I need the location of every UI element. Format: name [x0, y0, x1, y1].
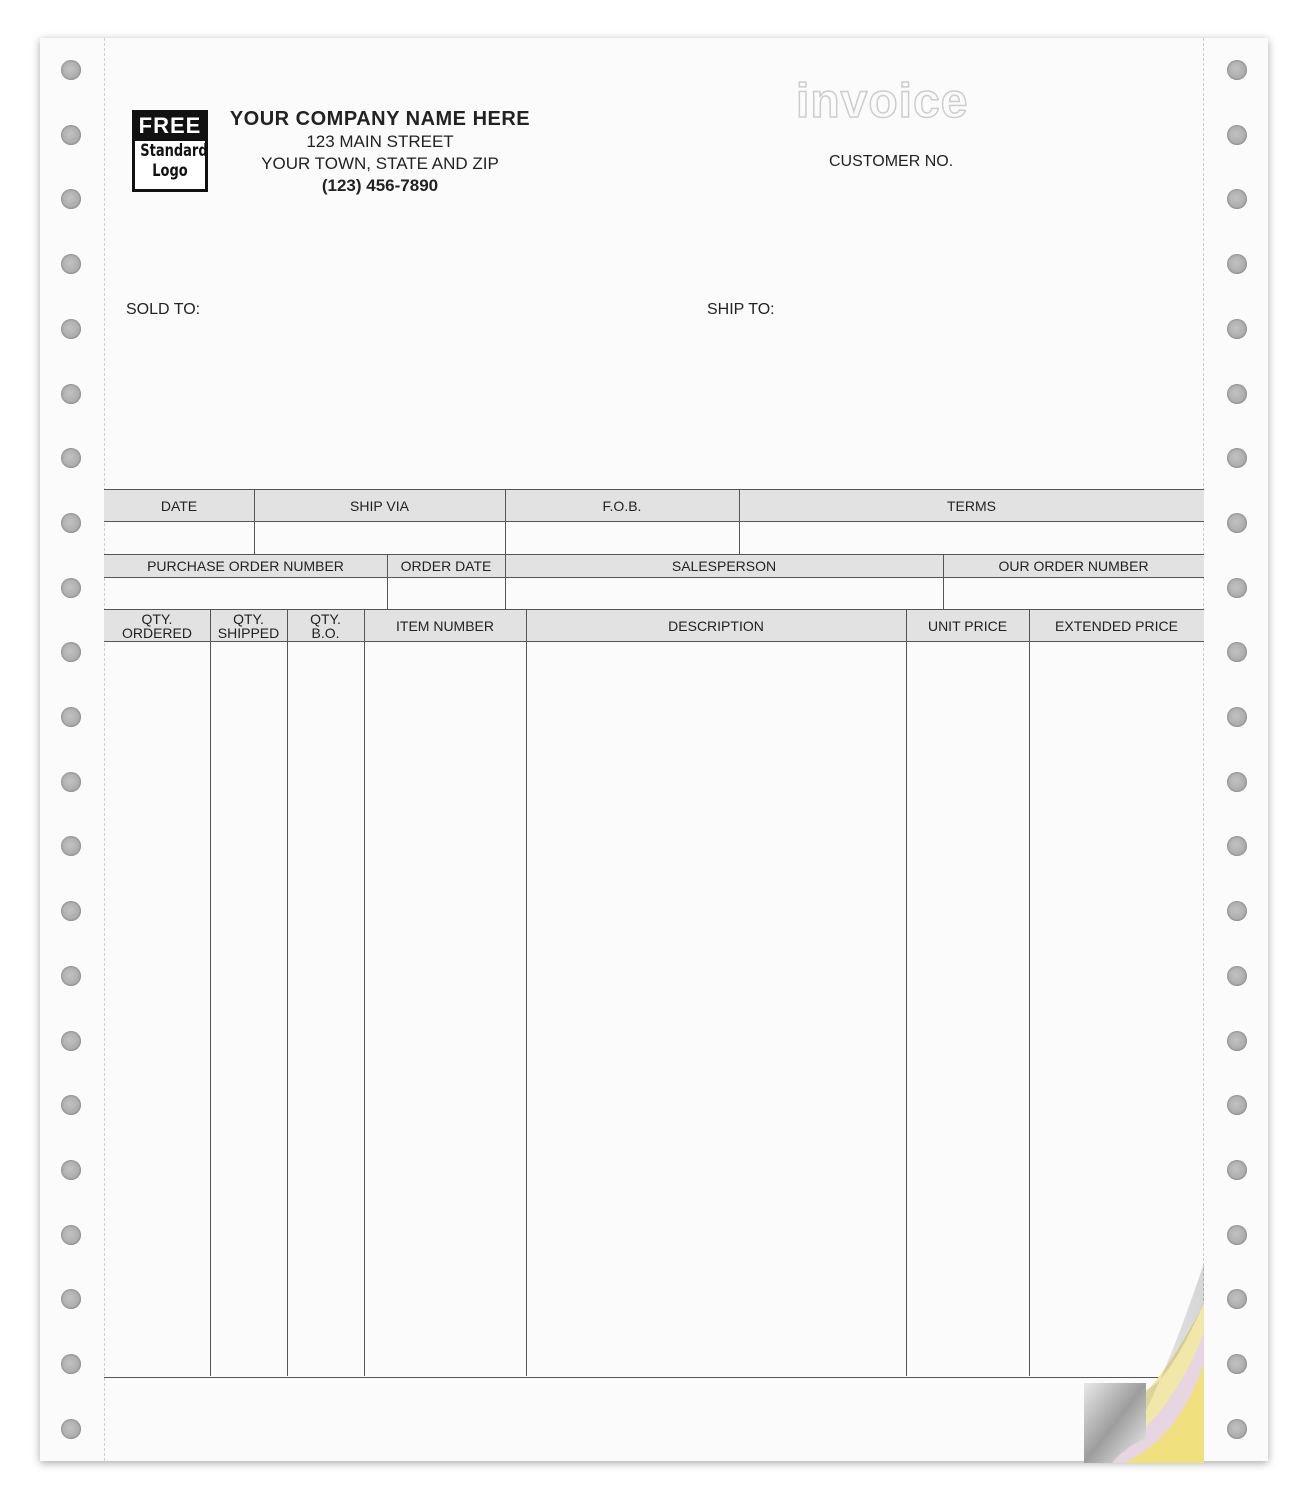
divider: [505, 554, 506, 610]
customer-no-label: CUSTOMER NO.: [829, 153, 954, 170]
tractor-hole: [1227, 1160, 1247, 1180]
ship-via-header: SHIP VIA: [350, 497, 409, 514]
tractor-hole: [1227, 966, 1247, 986]
qty-shipped-header: QTY. SHIPPED: [217, 610, 280, 641]
tractor-hole: [1227, 125, 1247, 145]
tractor-hole: [1227, 901, 1247, 921]
extended-price-header: EXTENDED PRICE: [1055, 617, 1178, 634]
tractor-hole: [1227, 707, 1247, 727]
right-tractor-strip: [1203, 38, 1268, 1461]
tractor-hole: [1227, 1225, 1247, 1245]
salesperson-header: SALESPERSON: [671, 558, 777, 574]
column-divider: [1029, 609, 1030, 1376]
column-divider: [287, 609, 288, 1376]
tractor-hole: [1227, 1419, 1247, 1439]
tractor-hole: [1227, 1031, 1247, 1051]
unit-price-header: UNIT PRICE: [927, 617, 1008, 634]
company-street: 123 MAIN STREET: [306, 132, 454, 151]
tractor-hole: [1227, 448, 1247, 468]
tractor-hole: [1227, 60, 1247, 80]
tractor-hole: [1227, 189, 1247, 209]
tractor-hole: [1227, 319, 1247, 339]
tractor-hole: [1227, 772, 1247, 792]
qty-bo-header: QTY. B.O.: [310, 610, 341, 641]
tractor-hole: [61, 642, 81, 662]
tractor-hole: [61, 448, 81, 468]
divider: [739, 489, 740, 554]
company-block: [220, 108, 540, 197]
tractor-hole: [61, 901, 81, 921]
tractor-hole: [61, 254, 81, 274]
order-date-header: ORDER DATE: [400, 558, 492, 574]
tractor-hole: [1227, 1289, 1247, 1309]
divider: [505, 489, 506, 554]
tractor-hole: [1227, 254, 1247, 274]
tractor-hole: [61, 125, 81, 145]
page-curl-copies: [1084, 1263, 1204, 1463]
tractor-hole: [1227, 1095, 1247, 1115]
tractor-hole: [61, 60, 81, 80]
logo: [132, 110, 208, 192]
left-tractor-strip: [40, 38, 105, 1461]
fob-header: F.O.B.: [602, 497, 642, 514]
sold-to-label: SOLD TO:: [126, 301, 201, 318]
company-phone: (123) 456-7890: [321, 176, 439, 195]
tractor-hole: [61, 384, 81, 404]
company-name: YOUR COMPANY NAME HERE: [229, 108, 531, 130]
logo-standard-text: Standard: [140, 141, 208, 161]
tractor-hole: [1227, 578, 1247, 598]
tractor-hole: [61, 707, 81, 727]
date-header: DATE: [160, 497, 198, 514]
terms-header: TERMS: [947, 497, 996, 514]
logo-free-text: FREE: [135, 113, 205, 141]
tractor-hole: [61, 836, 81, 856]
tractor-hole: [61, 772, 81, 792]
tractor-hole: [61, 1031, 81, 1051]
row1-header: [104, 489, 1204, 522]
column-divider: [210, 609, 211, 1376]
tractor-hole: [61, 513, 81, 533]
qty-ordered-header: QTY. ORDERED: [121, 610, 192, 641]
items-header: [104, 609, 1204, 642]
tractor-hole: [1227, 513, 1247, 533]
divider: [387, 554, 388, 610]
tractor-hole: [61, 189, 81, 209]
items-bottom-rule: [104, 1377, 1204, 1378]
company-city: YOUR TOWN, STATE AND ZIP: [261, 154, 499, 173]
our-order-number-header: OUR ORDER NUMBER: [998, 558, 1149, 574]
tractor-hole: [61, 1225, 81, 1245]
logo-logo-text: Logo: [152, 161, 188, 181]
tractor-hole: [61, 578, 81, 598]
invoice-form-sheet: [40, 38, 1268, 1461]
description-header: DESCRIPTION: [668, 617, 764, 634]
tractor-hole: [61, 966, 81, 986]
row2-header: [104, 554, 1204, 578]
tractor-hole: [61, 1095, 81, 1115]
column-divider: [526, 609, 527, 1376]
tractor-hole: [1227, 642, 1247, 662]
column-divider: [364, 609, 365, 1376]
invoice-watermark: invoice: [796, 75, 969, 128]
tractor-hole: [61, 1419, 81, 1439]
column-divider: [906, 609, 907, 1376]
divider: [943, 554, 944, 610]
item-number-header: ITEM NUMBER: [396, 617, 494, 634]
divider: [254, 489, 255, 554]
po-number-header: PURCHASE ORDER NUMBER: [147, 558, 344, 574]
ship-to-label: SHIP TO:: [707, 301, 775, 318]
tractor-hole: [61, 319, 81, 339]
tractor-hole: [1227, 836, 1247, 856]
tractor-hole: [1227, 1354, 1247, 1374]
tractor-hole: [61, 1160, 81, 1180]
tractor-hole: [61, 1354, 81, 1374]
tractor-hole: [61, 1289, 81, 1309]
tractor-hole: [1227, 384, 1247, 404]
